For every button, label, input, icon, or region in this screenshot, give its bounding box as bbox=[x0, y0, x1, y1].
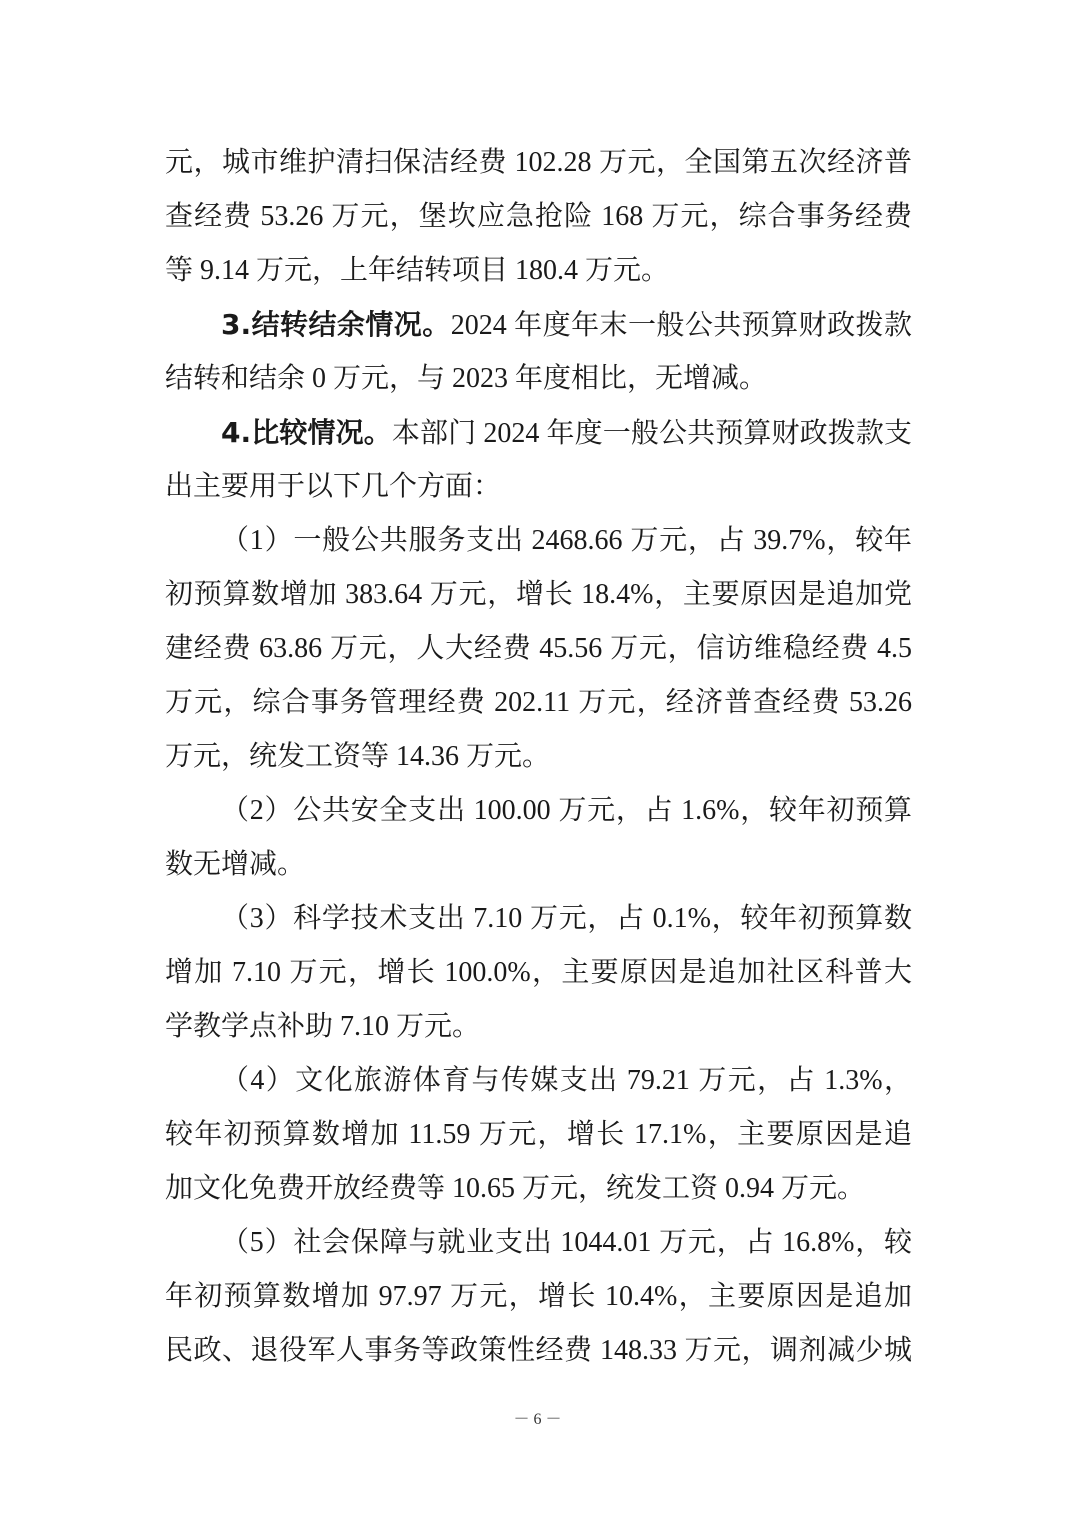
body-text bbox=[165, 136, 912, 1378]
paragraph bbox=[165, 1216, 912, 1378]
paragraph bbox=[165, 406, 912, 514]
text-line: 等 9.14 万元，上年结转项目 180.4 万元。 bbox=[165, 255, 670, 286]
page-number: － 6 － bbox=[513, 1411, 562, 1428]
text-line: 学教学点补助 7.10 万元。 bbox=[165, 1011, 481, 1042]
text-line: 年初预算数增加 97.97 万元，增长 10.4%，主要原因是追加 bbox=[165, 1281, 912, 1312]
text-line: 万元，统发工资等 14.36 万元。 bbox=[165, 741, 551, 772]
text-line: 增加 7.10 万元，增长 100.0%，主要原因是追加社区科普大 bbox=[165, 957, 912, 988]
paragraph bbox=[165, 298, 912, 406]
paragraph bbox=[165, 892, 912, 1054]
text-line: 查经费 53.26 万元，堡坎应急抢险 168 万元，综合事务经费 bbox=[165, 201, 912, 232]
text-line: 结转和结余 0 万元，与 2023 年度相比，无增减。 bbox=[165, 363, 768, 394]
text-line: 较年初预算数增加 11.59 万元，增长 17.1%，主要原因是追 bbox=[165, 1119, 912, 1150]
text-run: 本部门 2024 年度一般公共预算财政拨款支 bbox=[391, 418, 912, 449]
text-line: 元，城市维护清扫保洁经费 102.28 万元，全国第五次经济普 bbox=[165, 147, 912, 178]
paragraph bbox=[165, 514, 912, 784]
section-heading: 3.结转结余情况。 bbox=[221, 308, 451, 341]
section-heading: 4.比较情况。 bbox=[221, 416, 392, 449]
text-line: 建经费 63.86 万元，人大经费 45.56 万元，信访维稳经费 4.5 bbox=[165, 633, 912, 664]
text-line: （2）公共安全支出 100.00 万元，占 1.6%，较年初预算 bbox=[221, 795, 912, 826]
paragraph bbox=[165, 1054, 912, 1216]
text-line: （4）文化旅游体育与传媒支出 79.21 万元，占 1.3%， bbox=[221, 1065, 912, 1096]
text-line: （5）社会保障与就业支出 1044.01 万元，占 16.8%，较 bbox=[221, 1227, 912, 1258]
text-line: 民政、退役军人事务等政策性经费 148.33 万元，调剂减少城 bbox=[165, 1335, 912, 1366]
text-line: （1）一般公共服务支出 2468.66 万元，占 39.7%，较年 bbox=[221, 525, 912, 556]
text-line: 出主要用于以下几个方面： bbox=[165, 471, 502, 502]
text-run: 2024 年度年末一般公共预算财政拨款 bbox=[450, 310, 912, 341]
text-line: 初预算数增加 383.64 万元，增长 18.4%，主要原因是追加党 bbox=[165, 579, 912, 610]
text-line: （3）科学技术支出 7.10 万元，占 0.1%，较年初预算数 bbox=[221, 903, 912, 934]
paragraph bbox=[165, 784, 912, 892]
text-line: 数无增减。 bbox=[165, 849, 306, 880]
text-line bbox=[165, 298, 912, 352]
text-line bbox=[165, 406, 912, 460]
text-line: 万元，综合事务管理经费 202.11 万元，经济普查经费 53.26 bbox=[165, 687, 912, 718]
paragraph bbox=[165, 136, 912, 298]
text-line: 加文化免费开放经费等 10.65 万元，统发工资 0.94 万元。 bbox=[165, 1173, 866, 1204]
